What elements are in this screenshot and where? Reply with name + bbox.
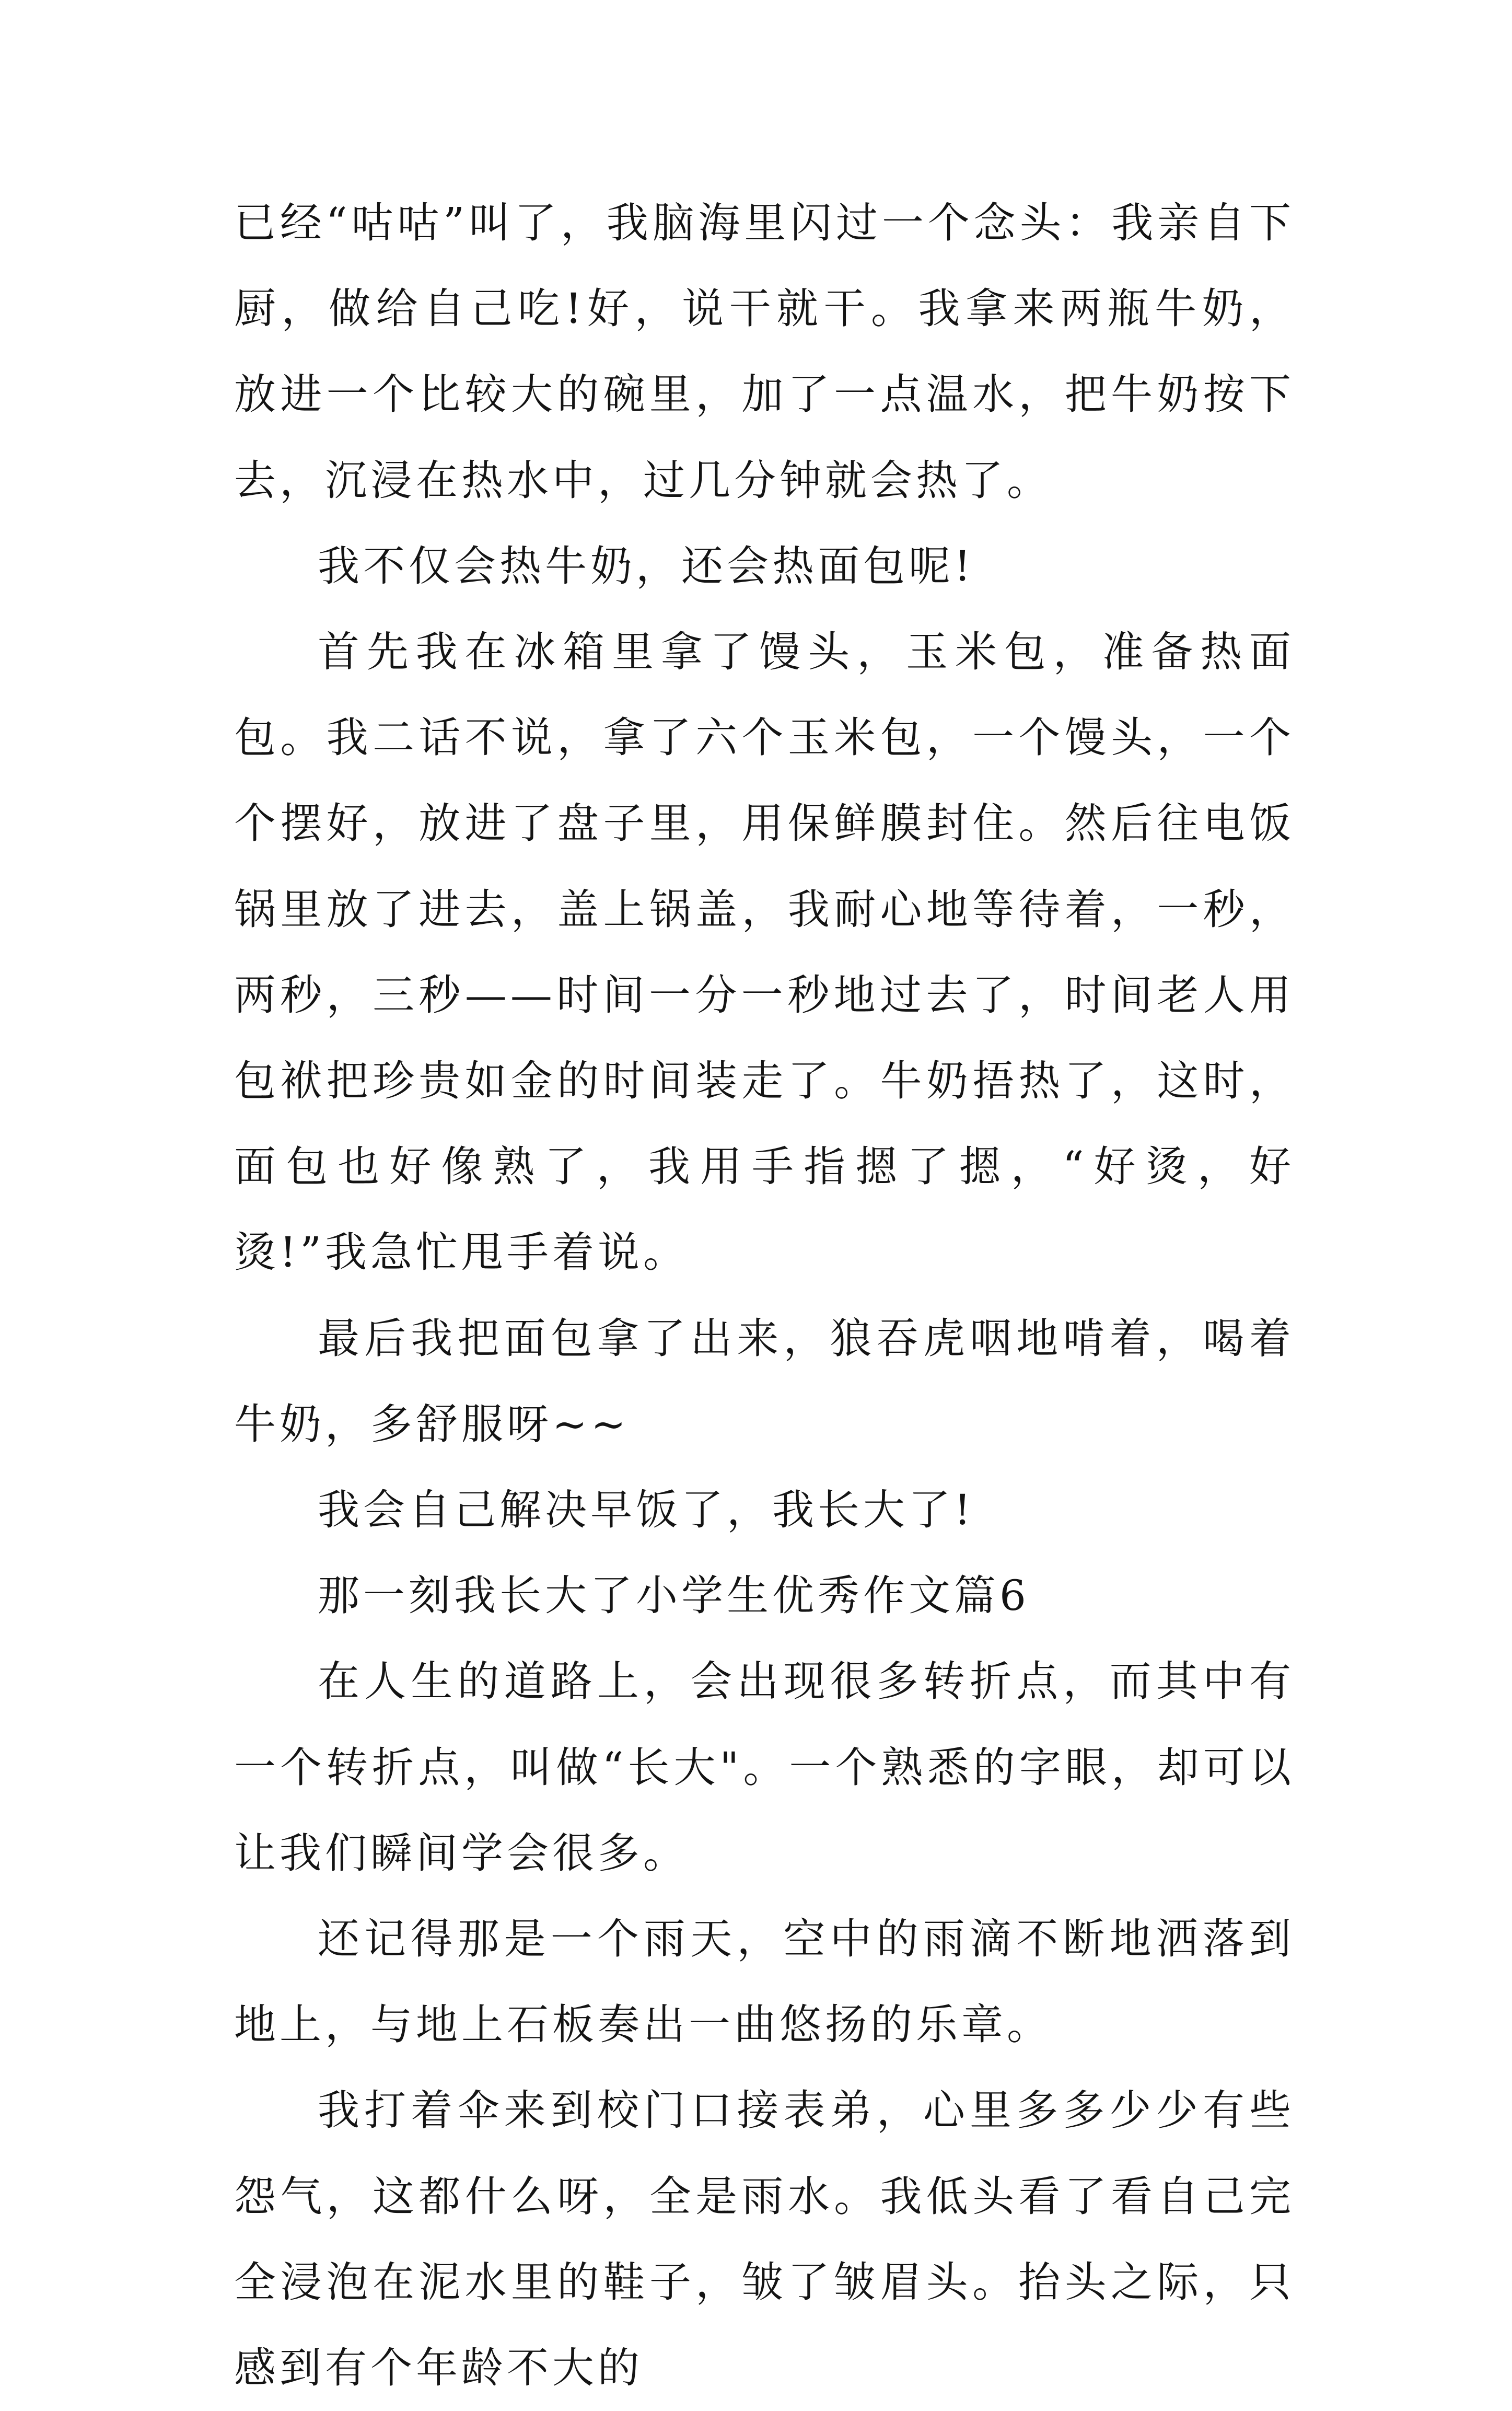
- paragraph-8: 我打着伞来到校门口接表弟，心里多多少少有些怨气，这都什么呀，全是雨水。我低头看了看自己完全浸泡在泥水里的鞋子，皱了皱眉头。抬头之际，只感到有个年龄不大的: [234, 2086, 1295, 2393]
- paragraph-4: 最后我把面包拿了出来，狼吞虎咽地啃着，喝着牛奶，多舒服呀~~: [234, 1314, 1295, 1448]
- paragraph-6: 在人生的道路上，会出现很多转折点，而其中有一个转折点，叫做“长大"。一个熟悉的字眼，却可以让我们瞬间学会很多。: [234, 1657, 1295, 1877]
- paragraph-2: 我不仅会热牛奶，还会热面包呢!: [318, 541, 975, 590]
- section-heading: 那一刻我长大了小学生优秀作文篇6: [318, 1571, 1030, 1620]
- paragraph-7: 还记得那是一个雨天，空中的雨滴不断地洒落到地上，与地上石板奏出一曲悠扬的乐章。: [234, 1915, 1295, 2049]
- body-text: [234, 180, 1295, 2411]
- paragraph-1: 已经“咕咕”叫了，我脑海里闪过一个念头：我亲自下厨，做给自己吃!好，说干就干。我拿来两瓶牛奶，放进一个比较大的碗里，加了一点温水，把牛奶按下去，沉浸在热水中，过几分钟就会热了。: [234, 199, 1295, 505]
- paragraph-5: 我会自己解决早饭了，我长大了!: [318, 1486, 975, 1535]
- paragraph-3: 首先我在冰箱里拿了馒头，玉米包，准备热面包。我二话不说，拿了六个玉米包，一个馒头，一个个摆好，放进了盘子里，用保鲜膜封住。然后往电饭锅里放了进去，盖上锅盖，我耐心地等待着，一秒，两秒，三秒——时间一分一秒地过去了，时间老人用包袱把珍贵如金的时间装走了。牛奶捂热了，这时，面包也好像熟了，我用手指摁了摁，“好烫，好烫!”我急忙甩手着说。: [234, 628, 1295, 1277]
